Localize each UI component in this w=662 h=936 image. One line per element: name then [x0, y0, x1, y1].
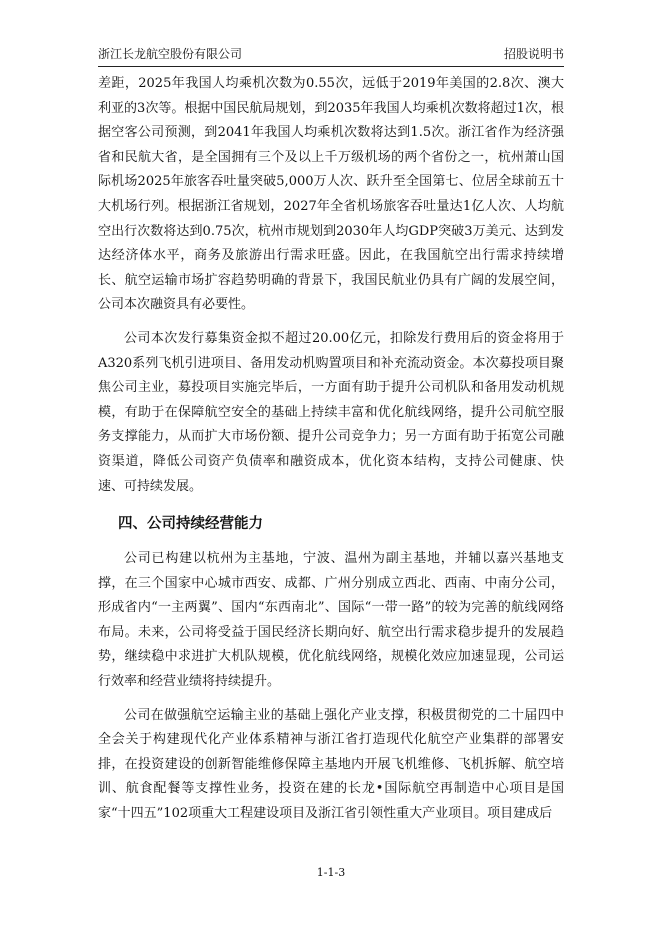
page-number: 1-1-3: [316, 866, 346, 879]
header-document-type: 招股说明书: [503, 47, 564, 61]
header-company-name: 浙江长龙航空股份有限公司: [98, 47, 243, 61]
section-heading: 四、公司持续经营能力: [118, 516, 263, 533]
body-paragraph: 公司已构建以杭州为主基地，宁波、温州为副主基地，并辅以嘉兴基地支撑，在三个国家中心城市西安、成都、广州分别成立西北、西南、中南分公司，形成省内“一主两翼”、国内“东西南北”、国际“一带一路”的较为完善的航线网络布局。未来，公司将受益于国民经济长期向好、航空出行需求稳步提升的发展趋势，继续稳中求进扩大机队规模，优化航线网络，规模化效应加速显现，公司运行效率和经营业绩将持续提升。: [98, 551, 564, 690]
body-paragraph: 公司本次发行募集资金拟不超过20.00亿元，扣除发行费用后的资金将用于A320系列飞机引进项目、备用发动机购置项目和补充流动资金。本次募投项目聚焦公司主业，募投项目实施完毕后，一方面有助于提升公司机队和备用发动机规模，有助于在保障航空安全的基础上持续丰富和优化航线网络，提升公司航空服务支撑能力，从而扩大市场份额、提升公司竞争力；另一方面有助于拓宽公司融资渠道，降低公司资产负债率和融资成本，优化资本结构，支持公司健康、快速、可持续发展。: [98, 330, 564, 494]
page-header: [98, 42, 564, 67]
body-paragraph: 公司在做强航空运输主业的基础上强化产业支撑，积极贯彻党的二十届四中全会关于构建现代化产业体系精神与浙江省打造现代化航空产业集群的部署安排，在投资建设的创新智能维修保障主基地内开展飞机维修、飞机拆解、航空培训、航食配餐等支撑性业务，投资在建的长龙•国际航空再制造中心项目是国家“十四五”102项重大工程建设项目及浙江省引领性重大产业项目。项目建成后: [98, 707, 564, 822]
page-content: [98, 72, 564, 827]
body-paragraph: 差距，2025年我国人均乘机次数为0.55次，远低于2019年美国的2.8次、澳大利亚的3次等。根据中国民航局规划，到2035年我国人均乘机次数将超过1次，根据空客公司预测，到2041年我国人均乘机次数将达到1.5次。浙江省作为经济强省和民航大省，是全国拥有三个及以上千万级机场的两个省份之一，杭州萧山国际机场2025年旅客吞吐量突破5,000万人次、跃升至全国第七、位居全球前五十大机场行列。根据浙江省规划，2027年全省机场旅客吞吐量达1亿人次、人均航空出行次数将达到0.75次，杭州市规划到2030年人均GDP突破3万美元、达到发达经济体水平，商务及旅游出行需求旺盛。因此，在我国航空出行需求持续增长、航空运输市场扩容趋势明确的背景下，我国民航业仍具有广阔的发展空间，公司本次融资具有必要性。: [98, 76, 564, 313]
